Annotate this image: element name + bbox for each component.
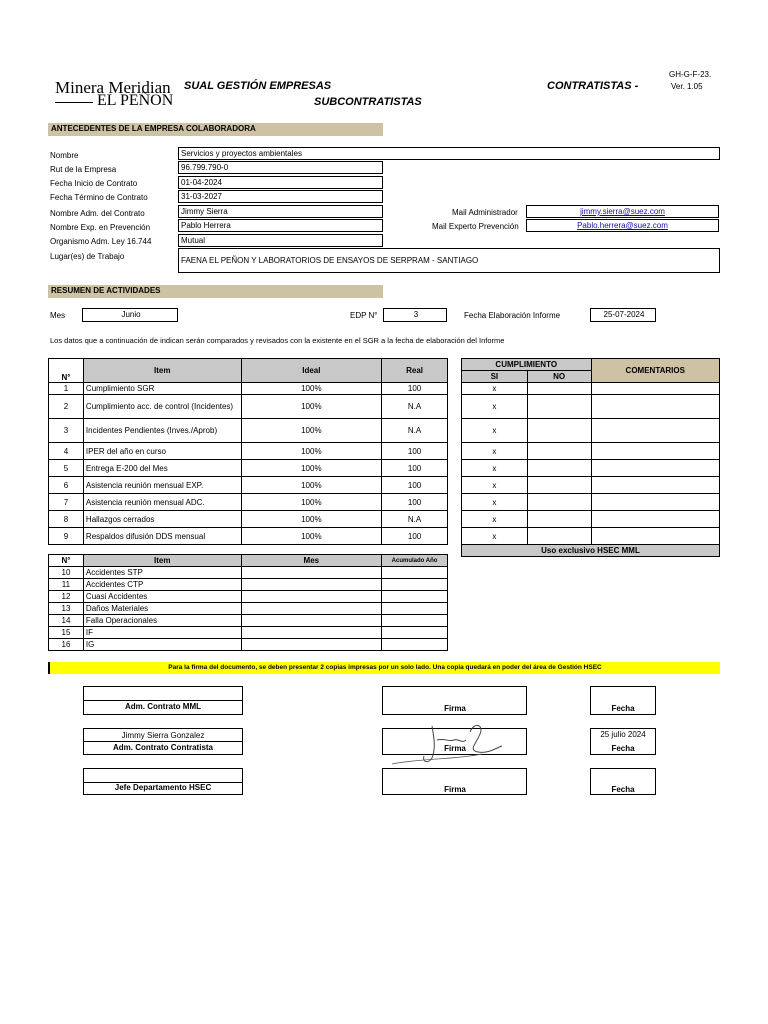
adm-label: Nombre Adm. del Contrato xyxy=(50,209,145,218)
incidents-table xyxy=(48,554,448,651)
doc-code: GH-G-F-23. xyxy=(669,70,712,79)
activities-table xyxy=(48,358,448,545)
t1-header-item: Item xyxy=(83,359,241,383)
doc-title-part3: SUBCONTRATISTAS xyxy=(314,96,422,108)
sig2-firma-label: Firma xyxy=(444,744,466,753)
table-row: 9 Respaldos difusión DDS mensual 100% 100 xyxy=(49,528,448,545)
rut-label: Rut de la Empresa xyxy=(50,165,117,174)
t2-header-acum: Acumulado Año xyxy=(382,555,448,567)
table-row: 11 Accidentes CTP xyxy=(49,579,448,591)
exp-label: Nombre Exp. en Prevención xyxy=(50,223,151,232)
logo-text-top: Minera Meridian xyxy=(55,78,171,97)
mail-adm-link[interactable]: jimmy.sierra@suez.com xyxy=(526,205,719,218)
compliance-no-header: NO xyxy=(527,371,591,383)
sig2-name: Jimmy Sierra Gonzalez xyxy=(121,731,205,740)
table-row: 13 Daños Materiales xyxy=(49,603,448,615)
edp-field[interactable]: 3 xyxy=(383,308,447,322)
lugar-label: Lugar(es) de Trabajo xyxy=(50,252,125,261)
doc-title-part1: SUAL GESTIÓN EMPRESAS xyxy=(184,80,332,92)
mes-label: Mes xyxy=(50,311,66,320)
table-row: 10 Accidentes STP xyxy=(49,567,448,579)
t2-header-item: Item xyxy=(83,555,241,567)
table-row: x xyxy=(462,443,720,460)
doc-title-part2: CONTRATISTAS - xyxy=(547,80,639,92)
sig3-firma-label: Firma xyxy=(444,785,466,794)
table-row: 5 Entrega E-200 del Mes 100% 100 xyxy=(49,460,448,477)
logo-text-bottom: EL PEÑON xyxy=(97,92,174,109)
exp-field[interactable]: Pablo Herrera xyxy=(178,219,383,232)
sig2-fecha-label: Fecha xyxy=(611,744,635,753)
table-row: 12 Cuasi Accidentes xyxy=(49,591,448,603)
section-company-title: ANTECEDENTES DE LA EMPRESA COLABORADORA xyxy=(48,123,383,136)
mail-exp-link[interactable]: Pablo.herrera@suez.com xyxy=(526,219,719,232)
summary-note: Los datos que a continuación de indican serán comparados y revisados con la existente en el SGR a la fecha de elaboración del Informe xyxy=(50,336,505,345)
sig2-date: 25 julio 2024 xyxy=(600,730,646,739)
table-row: x xyxy=(462,528,720,545)
t2-header-n: N° xyxy=(49,555,84,567)
table-row: x xyxy=(462,477,720,494)
adm-field[interactable]: Jimmy Sierra xyxy=(178,205,383,218)
termino-field[interactable]: 31-03-2027 xyxy=(178,190,383,203)
table-row: 4 IPER del año en curso 100% 100 xyxy=(49,443,448,460)
doc-version: Ver. 1.05 xyxy=(671,82,703,91)
company-logo xyxy=(55,78,185,112)
t1-header-ideal: Ideal xyxy=(241,359,382,383)
sig2-role: Adm. Contrato Contratista xyxy=(113,743,213,752)
table-row: 1 Cumplimiento SGR 100% 100 xyxy=(49,383,448,395)
t2-header-mes: Mes xyxy=(241,555,382,567)
table-row: x xyxy=(462,419,720,443)
t1-header-n: N° xyxy=(49,359,84,383)
print-notice: Para la firma del documento, se deben presentar 2 copias impresas por un solo lado. Una copia quedará en poder del área de Gestión HSEC xyxy=(48,662,720,674)
table-row: 3 Incidentes Pendientes (Inves./Aprob) 100% N.A xyxy=(49,419,448,443)
sig1-fecha-label: Fecha xyxy=(611,704,635,713)
mail-adm-label: Mail Administrador xyxy=(452,208,518,217)
lugar-field[interactable]: FAENA EL PEÑON Y LABORATORIOS DE ENSAYOS DE SERPRAM - SANTIAGO xyxy=(178,248,720,273)
org-label: Organismo Adm. Ley 16.744 xyxy=(50,237,152,246)
table-row: 8 Hallazgos cerrados 100% N.A xyxy=(49,511,448,528)
org-field[interactable]: Mutual xyxy=(178,234,383,247)
compliance-si-header: SI xyxy=(462,371,528,383)
table-row: x xyxy=(462,383,720,395)
section-summary-title: RESUMEN DE ACTIVIDADES xyxy=(48,285,383,298)
sig1-role: Adm. Contrato MML xyxy=(125,702,201,711)
comments-header: COMENTARIOS xyxy=(591,359,720,383)
compliance-header: CUMPLIMIENTO xyxy=(462,359,592,371)
fecha-informe-label: Fecha Elaboración Informe xyxy=(464,311,561,320)
fecha-informe-field[interactable]: 25-07-2024 xyxy=(590,308,656,322)
table-row: 6 Asistencia reunión mensual EXP. 100% 100 xyxy=(49,477,448,494)
table-row: 7 Asistencia reunión mensual ADC. 100% 100 xyxy=(49,494,448,511)
table-row: x xyxy=(462,494,720,511)
edp-label: EDP N° xyxy=(350,311,378,320)
inicio-field[interactable]: 01-04-2024 xyxy=(178,176,383,189)
table-row: x xyxy=(462,460,720,477)
nombre-label: Nombre xyxy=(50,151,79,160)
nombre-field[interactable]: Servicios y proyectos ambientales xyxy=(178,147,720,160)
mail-exp-label: Mail Experto Prevención xyxy=(432,222,519,231)
table-row: 16 IG xyxy=(49,639,448,651)
sig3-role: Jefe Departamento HSEC xyxy=(114,783,212,792)
sig1-firma-label: Firma xyxy=(444,704,466,713)
compliance-footer: Uso exclusivo HSEC MML xyxy=(462,545,720,557)
table-row: 2 Cumplimiento acc. de control (Incidentes) 100% N.A xyxy=(49,395,448,419)
inicio-label: Fecha Inicio de Contrato xyxy=(50,179,138,188)
table-row: x xyxy=(462,511,720,528)
termino-label: Fecha Término de Contrato xyxy=(50,193,148,202)
mes-field[interactable]: Junio xyxy=(82,308,178,322)
table-row: 14 Falla Operacionales xyxy=(49,615,448,627)
sig3-fecha-label: Fecha xyxy=(611,785,635,794)
logo-underline xyxy=(55,102,93,103)
rut-field[interactable]: 96.799.790-0 xyxy=(178,161,383,174)
t1-header-real: Real xyxy=(382,359,448,383)
table-row: x xyxy=(462,395,720,419)
compliance-table xyxy=(461,358,720,557)
table-row: 15 IF xyxy=(49,627,448,639)
